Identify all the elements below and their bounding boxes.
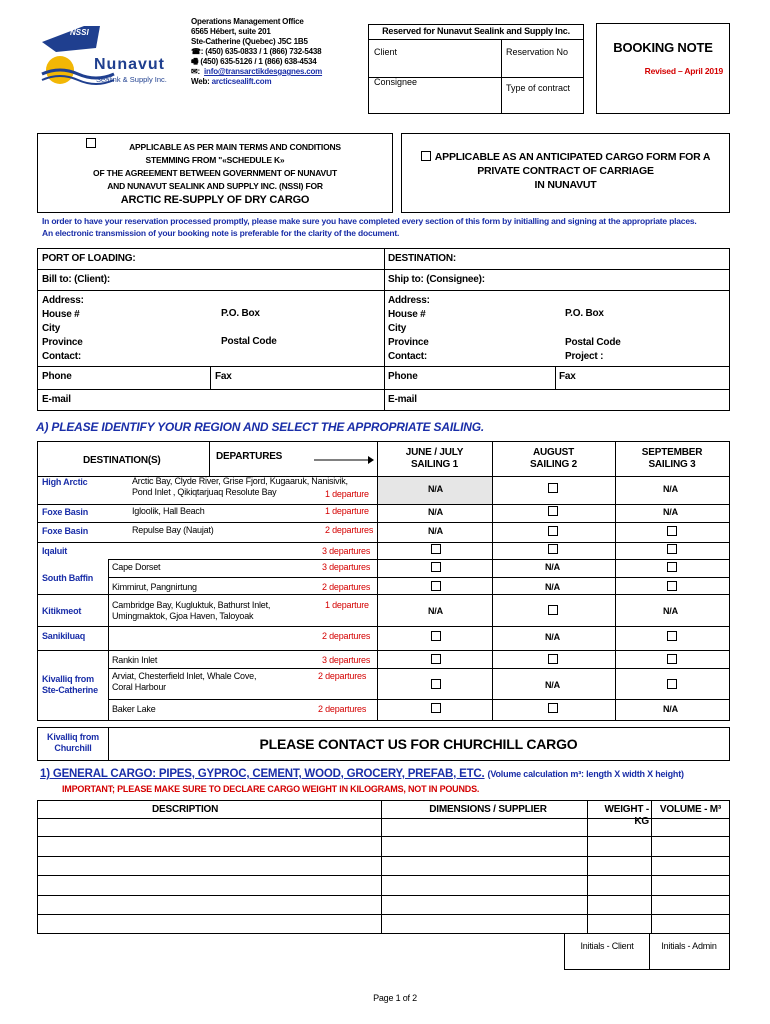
- na-cell: N/A: [663, 606, 678, 616]
- company-sub: Sealink & Supply Inc.: [96, 75, 167, 84]
- web-link[interactable]: arcticsealift.com: [211, 77, 272, 86]
- col-departures: DEPARTURES: [216, 451, 283, 462]
- booking-note-title: BOOKING NOTE: [613, 40, 713, 55]
- cargo-row[interactable]: [38, 875, 729, 876]
- phone-icon: ☎: [191, 47, 201, 56]
- places-kimmirut: Kimmirut, Pangnirtung: [112, 582, 197, 592]
- sailing-checkbox[interactable]: [548, 544, 558, 554]
- bill-to-address-block: Address: House # City Province Contact:: [42, 295, 84, 362]
- sailing-checkbox[interactable]: [548, 703, 558, 713]
- booking-note-revised: Revised – April 2019: [644, 66, 723, 76]
- ship-to-po-box: P.O. Box: [565, 308, 604, 319]
- sailing-checkbox[interactable]: [431, 544, 441, 554]
- sailing-checkbox[interactable]: [431, 654, 441, 664]
- departures-high-arctic: 1 departure: [325, 489, 369, 499]
- schedule-k-text: APPLICABLE AS PER MAIN TERMS AND CONDITIONS STEMMING FROM "«SCHEDULE K» OF THE AGREEMENT BETWEEN GOVERNMENT OF NUNAVUT AND NUNAVUT SEALINK AND SUPPLY INC. (NSSI) FOR ARCTIC RE-SUPPLY OF DRY CARGO: [93, 142, 341, 206]
- departures-arviat: 2 departures: [318, 671, 367, 681]
- col-sailing-2: AUGUST SAILING 2: [529, 447, 578, 470]
- office-title: Operations Management Office: [191, 17, 304, 26]
- region-foxe-basin-2: Foxe Basin: [42, 526, 89, 536]
- sailing-checkbox[interactable]: [431, 631, 441, 641]
- col-destinations: DESTINATION(S): [83, 455, 161, 466]
- bill-to-fax-label: Fax: [215, 371, 232, 382]
- instructions: In order to have your reservation processed promptly, please make sure you have completed every section of this form by initialling and signing at the appropriate places. An electronic transmission of your booking note is preferable for the clarity of the document.: [42, 216, 697, 238]
- cargo-row[interactable]: [38, 836, 729, 837]
- private-contract-text: APPLICABLE AS AN ANTICIPATED CARGO FORM FOR A PRIVATE CONTRACT OF CARRIAGE IN NUNAVUT: [402, 150, 729, 192]
- departures-kitikmeot: 1 departure: [325, 600, 369, 610]
- ship-to-label: Ship to: (Consignee):: [388, 274, 485, 285]
- places-foxe-basin-1: Igloolik, Hall Beach: [132, 506, 205, 516]
- na-cell: N/A: [663, 704, 678, 714]
- ship-to-postal-code: Postal Code Project :: [565, 337, 621, 362]
- cargo-table: [37, 800, 730, 934]
- office-address-block: [191, 17, 361, 87]
- page-number: Page 1 of 2: [373, 993, 417, 1003]
- port-of-loading-label: PORT OF LOADING:: [42, 253, 136, 264]
- arrow-right-icon: [314, 455, 374, 465]
- office-address-line2: Ste-Catherine (Quebec) J5C 1B5: [191, 37, 308, 46]
- applicable-schedule-k-box: [37, 133, 393, 213]
- sailing-checkbox[interactable]: [548, 526, 558, 536]
- cargo-row[interactable]: [38, 895, 729, 896]
- reserved-reservation-no-label: Reservation No: [506, 47, 569, 57]
- ship-to-phone-label: Phone: [388, 371, 418, 382]
- office-phone: ☎: (450) 635-0833 / 1 (866) 732-5438: [191, 47, 322, 56]
- na-cell: N/A: [545, 582, 560, 592]
- departures-foxe-basin-1: 1 departure: [325, 506, 369, 516]
- sailing-checkbox[interactable]: [548, 483, 558, 493]
- region-sanikiluaq: Sanikiluaq: [42, 631, 86, 641]
- office-address-line1: 6565 Hébert, suite 201: [191, 27, 271, 36]
- section-1-title: 1) GENERAL CARGO: PIPES, GYPROC, CEMENT, WOOD, GROCERY, PREFAB, ETC. (Volume calculation m³: length X width X height): [40, 768, 684, 780]
- places-arviat: Arviat, Chesterfield Inlet, Whale Cove, Coral Harbour: [112, 671, 257, 692]
- sailing-checkbox[interactable]: [667, 631, 677, 641]
- na-cell: N/A: [545, 680, 560, 690]
- places-baker-lake: Baker Lake: [112, 704, 156, 714]
- region-iqaluit: Iqaluit: [42, 546, 68, 556]
- reserved-client-label: Client: [374, 47, 398, 57]
- sailing-checkbox[interactable]: [431, 562, 441, 572]
- email-link[interactable]: info@transarctikdesgagnes.com: [204, 67, 323, 76]
- initials-admin-label[interactable]: Initials - Admin: [661, 941, 717, 951]
- col-volume: VOLUME - M³: [659, 804, 722, 815]
- office-web: Web: arcticsealift.com: [191, 77, 272, 86]
- col-dimensions: DIMENSIONS / SUPPLIER: [429, 804, 547, 815]
- sailing-checkbox[interactable]: [431, 703, 441, 713]
- places-foxe-basin-2: Repulse Bay (Naujat): [132, 525, 214, 535]
- sailing-checkbox[interactable]: [548, 506, 558, 516]
- sailing-checkbox[interactable]: [431, 581, 441, 591]
- bill-to-po-box: P.O. Box: [221, 308, 260, 319]
- places-high-arctic: Arctic Bay, Clyde River, Grise Fjord, Kugaaruk, Nanisivik, Pond Inlet , Qikiqtarjuaq Resolute Bay: [132, 476, 348, 497]
- region-kivalliq: Kivalliq from Ste-Catherine: [42, 674, 98, 695]
- weight-warning: IMPORTANT; PLEASE MAKE SURE TO DECLARE CARGO WEIGHT IN KILOGRAMS, NOT IN POUNDS.: [62, 784, 480, 794]
- na-cell: N/A: [663, 507, 678, 517]
- places-cape-dorset: Cape Dorset: [112, 562, 161, 572]
- col-sailing-3: SEPTEMBER SAILING 3: [641, 447, 703, 470]
- churchill-note: PLEASE CONTACT US FOR CHURCHILL CARGO: [259, 736, 578, 752]
- col-sailing-1: JUNE / JULY SAILING 1: [405, 447, 464, 470]
- sailing-checkbox[interactable]: [667, 544, 677, 554]
- reserved-box: [368, 24, 584, 114]
- reserved-contract-type-label: Type of contract: [506, 83, 571, 93]
- na-cell: N/A: [545, 562, 560, 572]
- places-rankin: Rankin Inlet: [112, 655, 158, 665]
- na-cell: N/A: [428, 507, 443, 517]
- departures-sanikiluaq: 2 departures: [322, 631, 371, 641]
- cargo-row[interactable]: [38, 856, 729, 857]
- region-kitikmeot: Kitikmeot: [42, 606, 82, 616]
- cargo-row[interactable]: [38, 914, 729, 915]
- fax-icon: 🖷: [191, 57, 199, 66]
- office-email: ✉: info@transarctikdesgagnes.com: [191, 67, 323, 76]
- na-cell: N/A: [428, 526, 443, 536]
- initials-client-label[interactable]: Initials - Client: [580, 941, 634, 951]
- sailing-checkbox[interactable]: [548, 654, 558, 664]
- destination-label: DESTINATION:: [388, 253, 456, 264]
- region-high-arctic: High Arctic: [42, 477, 88, 487]
- places-kitikmeot: Cambridge Bay, Kugluktuk, Bathurst Inlet, Umingmaktok, Gjoa Haven, Taloyoak: [112, 600, 271, 621]
- churchill-row: [37, 727, 730, 761]
- departures-foxe-basin-2: 2 departures: [325, 525, 374, 535]
- company-name: Nunavut: [94, 56, 165, 73]
- address-grid: [37, 248, 730, 411]
- departures-baker-lake: 2 departures: [318, 704, 367, 714]
- company-logo: [38, 18, 170, 94]
- sailing-checkbox[interactable]: [667, 679, 677, 689]
- ship-to-address-block: Address: House # City Province Contact:: [388, 295, 430, 362]
- ship-to-email-label: E-mail: [388, 394, 417, 405]
- na-cell: N/A: [663, 484, 678, 494]
- office-fax: 🖷 (450) 635-5126 / 1 (866) 638-4534: [191, 57, 317, 66]
- logo-nssi-text: NSSI: [70, 28, 89, 37]
- sailing-checkbox[interactable]: [667, 562, 677, 572]
- reserved-consignee-label: Consignee: [374, 77, 418, 87]
- email-icon: ✉: [191, 67, 198, 76]
- bill-to-label: Bill to: (Client):: [42, 274, 111, 285]
- sailing-table: [37, 441, 730, 721]
- section-a-title: A) PLEASE IDENTIFY YOUR REGION AND SELECT THE APPROPRIATE SAILING.: [36, 420, 484, 434]
- sailing-checkbox[interactable]: [667, 654, 677, 664]
- region-south-baffin: South Baffin: [42, 573, 94, 583]
- ship-to-fax-label: Fax: [559, 371, 576, 382]
- departures-iqaluit: 3 departures: [322, 546, 371, 556]
- applicable-private-box: [401, 133, 730, 213]
- sailing-checkbox[interactable]: [667, 581, 677, 591]
- na-cell: N/A: [545, 632, 560, 642]
- churchill-region: Kivalliq from Churchill: [47, 732, 99, 753]
- departures-rankin: 3 departures: [322, 655, 371, 665]
- departures-kimmirut: 2 departures: [322, 582, 371, 592]
- col-weight: WEIGHT - KG: [604, 804, 649, 827]
- col-description: DESCRIPTION: [152, 804, 219, 815]
- departures-cape-dorset: 3 departures: [322, 562, 371, 572]
- na-cell: N/A: [428, 484, 443, 494]
- sailing-checkbox[interactable]: [667, 526, 677, 536]
- sailing-checkbox[interactable]: [431, 679, 441, 689]
- reserved-title: Reserved for Nunavut Sealink and Supply Inc.: [369, 26, 583, 40]
- bill-to-phone-label: Phone: [42, 371, 72, 382]
- bill-to-email-label: E-mail: [42, 394, 71, 405]
- booking-note-box: [596, 23, 730, 114]
- bill-to-postal-code: Postal Code: [221, 336, 277, 347]
- region-foxe-basin: Foxe Basin: [42, 507, 89, 517]
- na-cell: N/A: [428, 606, 443, 616]
- sailing-checkbox[interactable]: [548, 605, 558, 615]
- initials-box: [564, 933, 730, 970]
- private-contract-checkbox[interactable]: [421, 151, 431, 161]
